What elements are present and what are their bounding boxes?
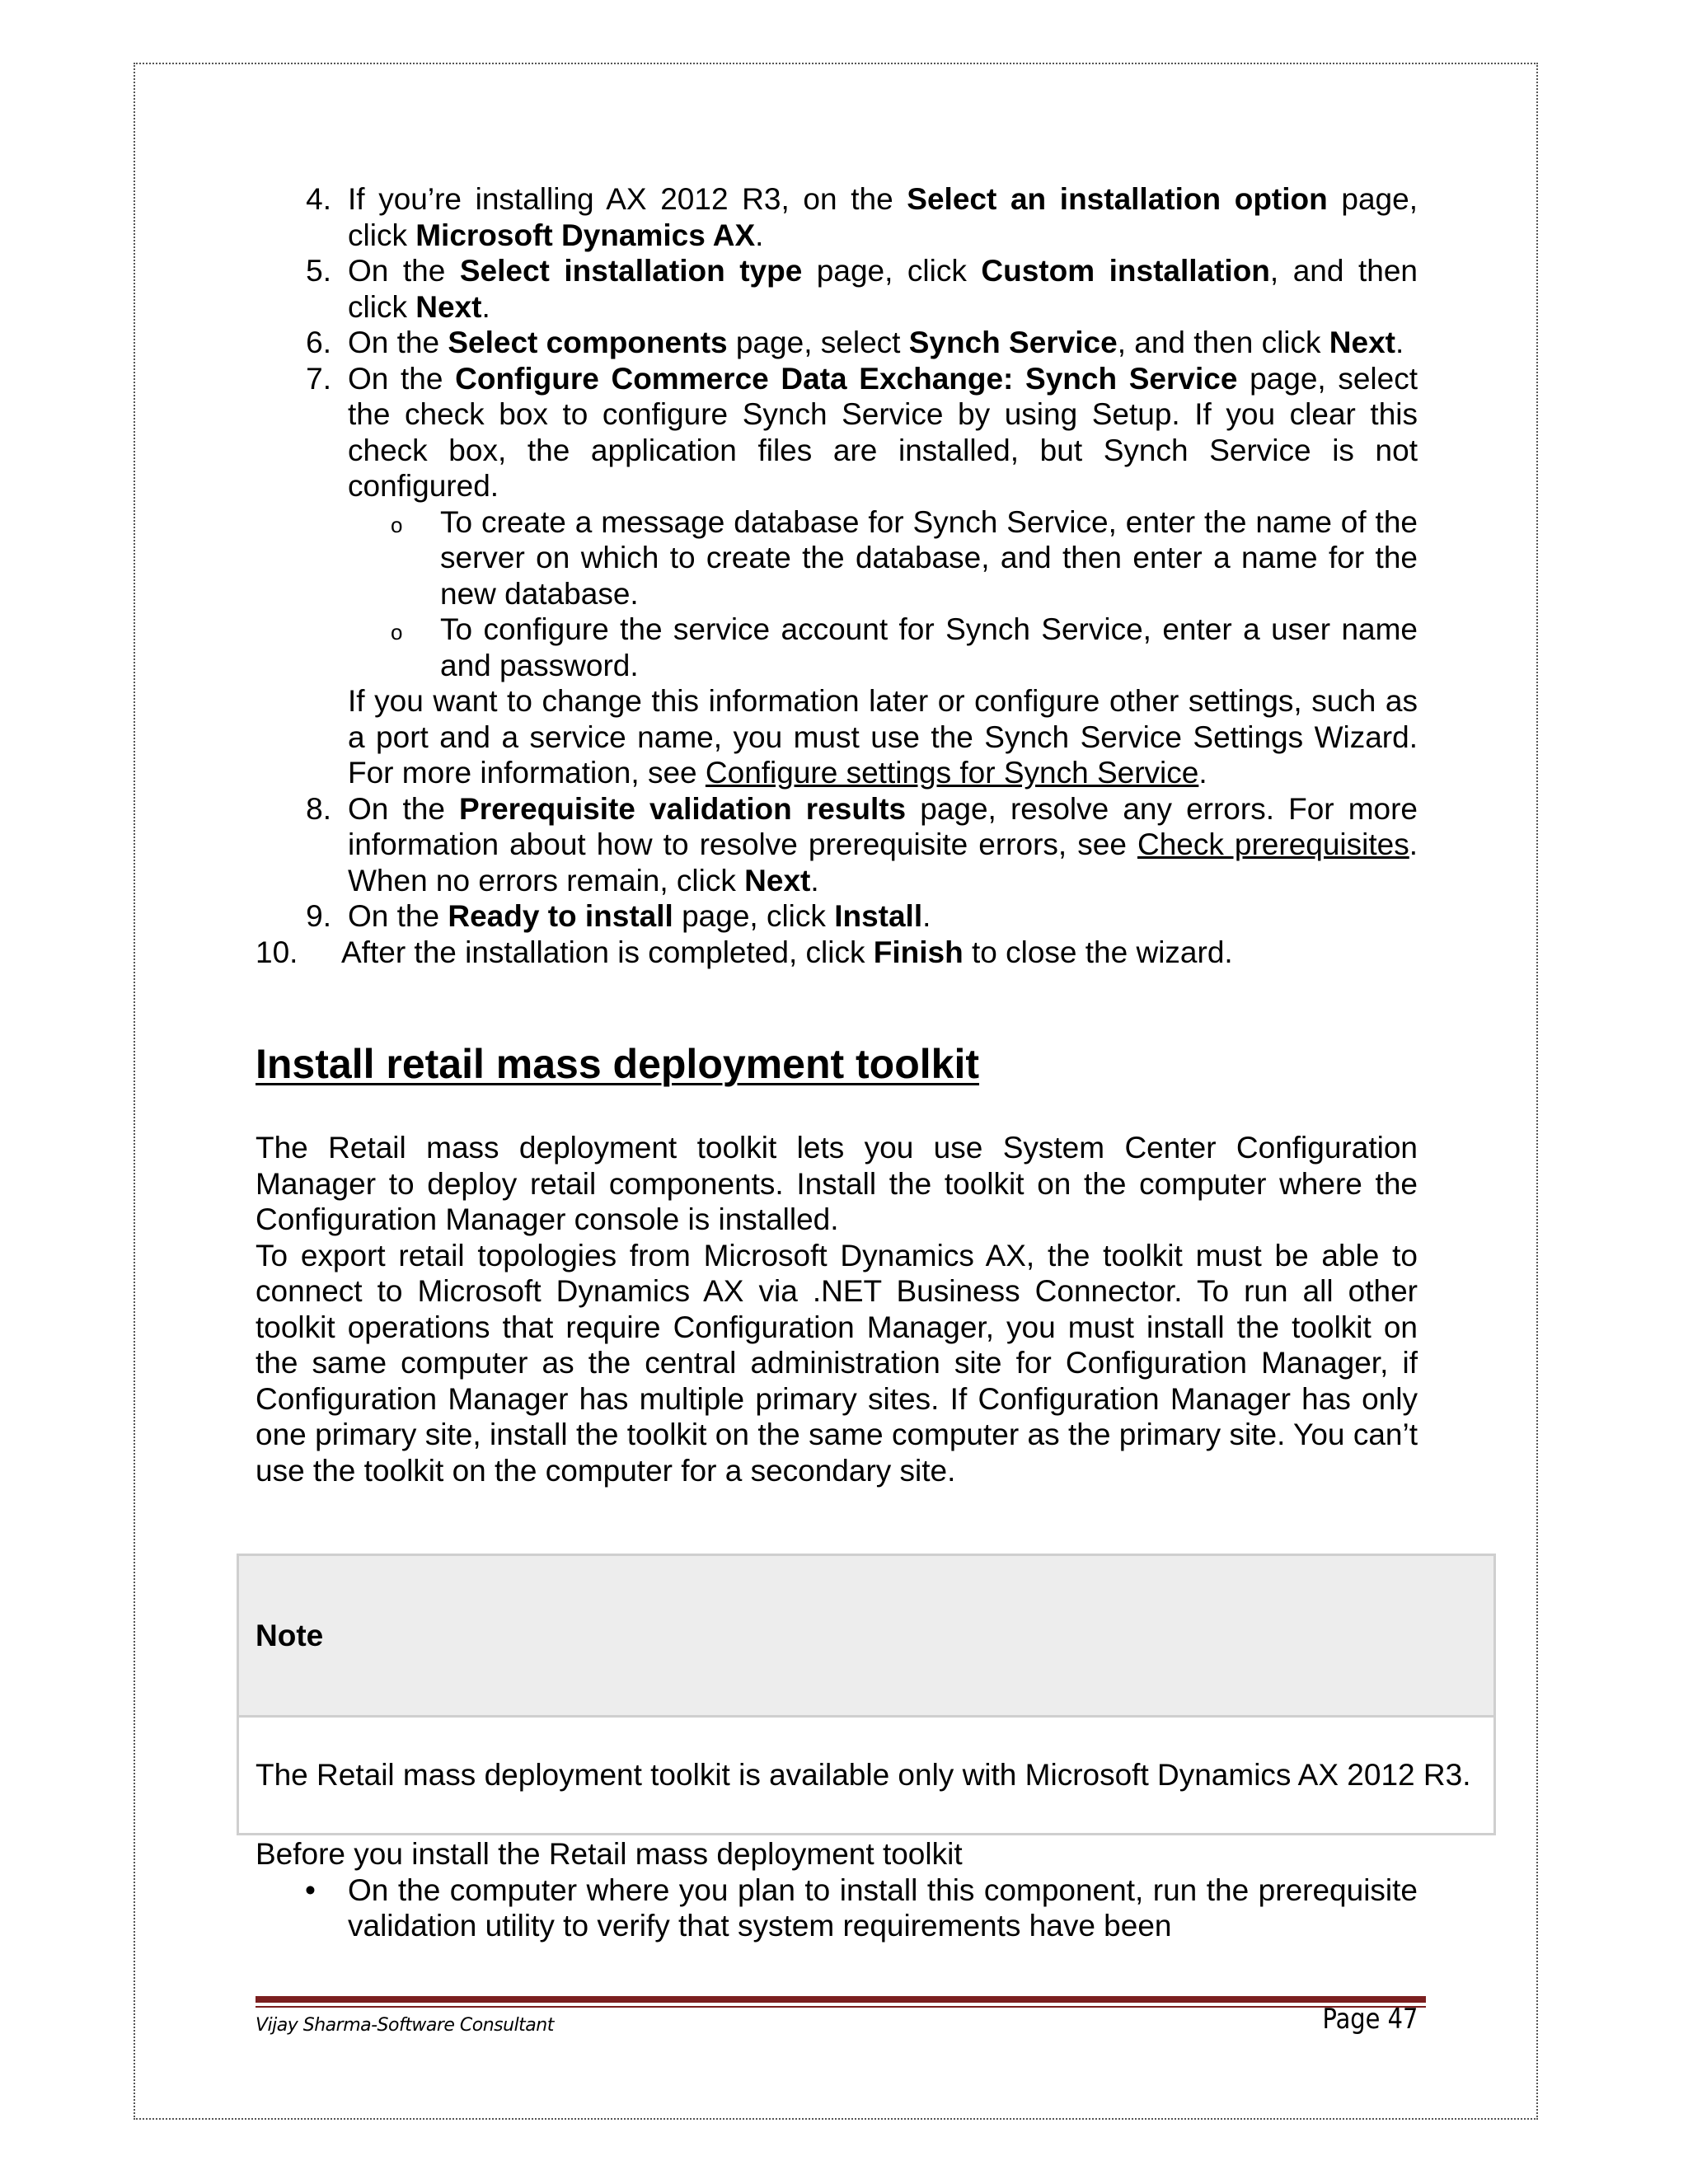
text-run: .: [755, 218, 764, 252]
text-run: On the: [348, 899, 448, 933]
text-run: page, click: [673, 899, 835, 933]
bold-term: Custom installation: [981, 254, 1270, 288]
step-number: 10.: [256, 935, 298, 969]
bold-term: Select components: [448, 326, 728, 359]
footer-divider-thin: [256, 2006, 1426, 2008]
step-item: [256, 253, 1418, 325]
bold-term: Configure Commerce Data Exchange: Synch Service: [455, 361, 1238, 396]
step-number: 6.: [306, 326, 331, 359]
bold-term: Ready to install: [448, 899, 673, 933]
hyperlink[interactable]: Check prerequisites: [1137, 827, 1409, 861]
section-paragraph: To export retail topologies from Microsoft Dynamics AX, the toolkit must be able to connect to Microsoft Dynamics AX via .NET Business Connector. To run all other toolkit operations that require Configuration Manager, you must install the toolkit on the same computer as the central administration site for Configuration Manager, if Configuration Manager has multiple primary sites. If Configuration Manager has only one primary site, install the toolkit on the same computer as the primary site. You can’t use the toolkit on the computer for a secondary site.: [256, 1238, 1418, 1488]
bullet-list-item: [256, 1872, 1418, 1944]
installation-steps-list: [256, 181, 1418, 970]
text-run: , and then click: [1117, 326, 1329, 359]
page-content: [256, 181, 1418, 1488]
sub-list-item: [256, 504, 1418, 612]
step-text: [341, 935, 1418, 971]
section-title: Install retail mass deployment toolkit: [256, 1041, 980, 1087]
bold-term: Select an installation option: [907, 182, 1328, 216]
sub-item-text: To configure the service account for Synch Service, enter a user name and password.: [440, 612, 1418, 682]
page-number: Page 47: [1322, 2003, 1418, 2036]
bold-term: Synch Service: [908, 326, 1118, 359]
text-run: . When no errors remain, click: [348, 827, 1418, 898]
text-run: On the: [348, 361, 456, 396]
step-item: [256, 361, 1418, 791]
step-text: [348, 181, 1418, 253]
text-run: On the: [348, 326, 448, 359]
text-run: On the: [348, 791, 460, 826]
footer-author: Vijay Sharma-Software Consultant: [256, 2015, 554, 2036]
text-run: to close the wizard.: [963, 935, 1233, 969]
text-run: page, select: [727, 326, 909, 359]
sub-list-item: [256, 612, 1418, 683]
bullet-icon: •: [305, 1872, 316, 1907]
sub-list: [256, 504, 1418, 684]
step-number: 5.: [306, 254, 331, 288]
bold-term: Prerequisite validation results: [459, 791, 907, 826]
circle-bullet-icon: o: [391, 512, 403, 537]
text-run: If you’re installing AX 2012 R3, on the: [348, 182, 907, 216]
text-run: page, resolve any errors. For more information about how to resolve prerequisite errors, see: [348, 791, 1418, 861]
note-heading: Note: [238, 1555, 1495, 1717]
text-run: .: [481, 289, 490, 324]
sub-item-text: To create a message database for Synch Service, enter the name of the server on which to create the database, and then enter a name for the new database.: [440, 504, 1418, 611]
text-run: page, select the check box to configure Synch Service by using Setup. If you clear this check box, the application files are installed, but Synch Service is not configured.: [348, 361, 1418, 503]
hyperlink[interactable]: Configure settings for Synch Service: [705, 756, 1199, 790]
step-text: [348, 253, 1418, 325]
step-number: 8.: [306, 791, 331, 826]
bold-term: Install: [834, 899, 923, 933]
prerequisites-section: [256, 1836, 1418, 1944]
text-run: If you want to change this information later or configure other settings, such as a port and a service name, you must use the Synch Service Settings Wizard. For more information, see: [348, 684, 1418, 790]
text-run: .: [1198, 756, 1207, 790]
text-run: page, click: [802, 254, 982, 288]
note-body: The Retail mass deployment toolkit is available only with Microsoft Dynamics AX 2012 R3.: [238, 1717, 1495, 1835]
circle-bullet-icon: o: [391, 620, 403, 644]
section-paragraph: The Retail mass deployment toolkit lets you use System Center Configuration Manager to deploy retail components. Install the toolkit on the computer where the Configuration Manager console is installed.: [256, 1131, 1418, 1236]
step-item: [256, 935, 1418, 971]
text-run: .: [922, 899, 931, 933]
bold-term: Select installation type: [459, 254, 803, 288]
bullet-text: On the computer where you plan to install this component, run the prerequisite validation utility to verify that system requirements have been: [348, 1872, 1418, 1943]
step-text: [348, 791, 1418, 899]
text-run: On the: [348, 254, 460, 288]
bold-term: Finish: [873, 935, 964, 969]
bold-term: Next: [1329, 326, 1395, 359]
footer-divider: [256, 1996, 1426, 2003]
step-item: [256, 181, 1418, 253]
step-item: [256, 791, 1418, 899]
step-number: 7.: [306, 361, 331, 396]
prerequisites-intro: Before you install the Retail mass deployment toolkit: [256, 1837, 963, 1871]
step-item: [256, 898, 1418, 935]
step-number: 4.: [306, 182, 331, 216]
step-item: [256, 325, 1418, 361]
note-box: [237, 1554, 1496, 1835]
bold-term: Next: [415, 289, 482, 324]
step-followup-text: [348, 683, 1418, 791]
text-run: .: [810, 863, 819, 898]
bold-term: Microsoft Dynamics AX: [415, 218, 756, 252]
text-run: After the installation is completed, click: [341, 935, 874, 969]
text-run: .: [1395, 326, 1404, 359]
text-run: page, click: [348, 182, 1418, 252]
step-text: [348, 361, 1418, 504]
step-text: [348, 898, 1418, 935]
step-text: [348, 325, 1418, 361]
bold-term: Next: [744, 863, 811, 898]
text-run: , and then click: [348, 254, 1418, 324]
step-number: 9.: [306, 899, 331, 933]
